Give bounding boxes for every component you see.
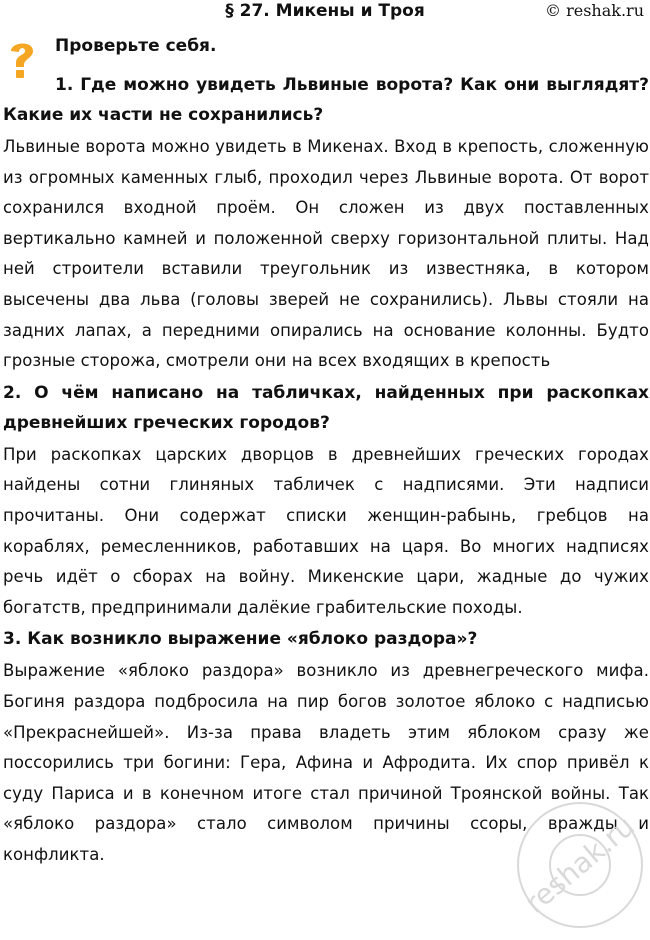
answer-2: При раскопках царских дворцов в древнейших греческих городах найдены сотни глиняных табличек с надписями. Эти надписи прочитаны. Они содержат списки женщин-рабынь, гребцов на кораблях, ремесленников, работавших на царя. Во многих надписях речь идёт о сборах на войну. Микенские цари, жадные до чужих богатств, предпринимали далёкие грабительские походы.	[3, 444, 649, 617]
page-header	[0, 0, 650, 24]
question-1: 1. Где можно увидеть Львиные ворота? Как они выглядят? Какие их части не сохранились?	[3, 75, 649, 125]
qa-content	[3, 70, 649, 870]
question-2: 2. О чём написано на табличках, найденных при раскопках древнейших греческих городов?	[3, 382, 649, 433]
answer-3: Выражение «яблоко раздора» возникло из древнегреческого мифа. Богиня раздора подбросила на пир богов золотое яблоко с надписью «Прекраснейшей». Из-за права владеть этим яблоком сразу же поссорились три богини: Гера, Афина и Афродита. Их спор привёл к суду Париса и в конечном итоге стал причиной Троянской войны. Так «яблоко раздора» стало символом причины ссоры, вражды и конфликта.	[3, 661, 649, 864]
chapter-title: § 27. Микены и Троя	[225, 1, 425, 21]
watermark-text: reshak.ru	[518, 809, 641, 920]
answer-1: Львиные ворота можно увидеть в Микенах. Вход в крепость, сложенную из огромных каменных глыб, проходил через Львиные ворота. От ворот сохранился входной проём. Он сложен из двух поставленных вертикально камней и положенной сверху горизонтальной плиты. Над ней строители вставили треугольник из известняка, в котором высечены два льва (головы зверей не сохранились). Львы стояли на задних лапах, а передними опирались на основание колонны. Будто грозные сторожа, смотрели они на всех входящих в крепость	[3, 137, 649, 371]
site-credit: © reshak.ru	[545, 1, 644, 20]
question-3: 3. Как возникло выражение «яблоко раздора»?	[3, 629, 478, 650]
check-yourself-title: Проверьте себя.	[55, 36, 217, 56]
